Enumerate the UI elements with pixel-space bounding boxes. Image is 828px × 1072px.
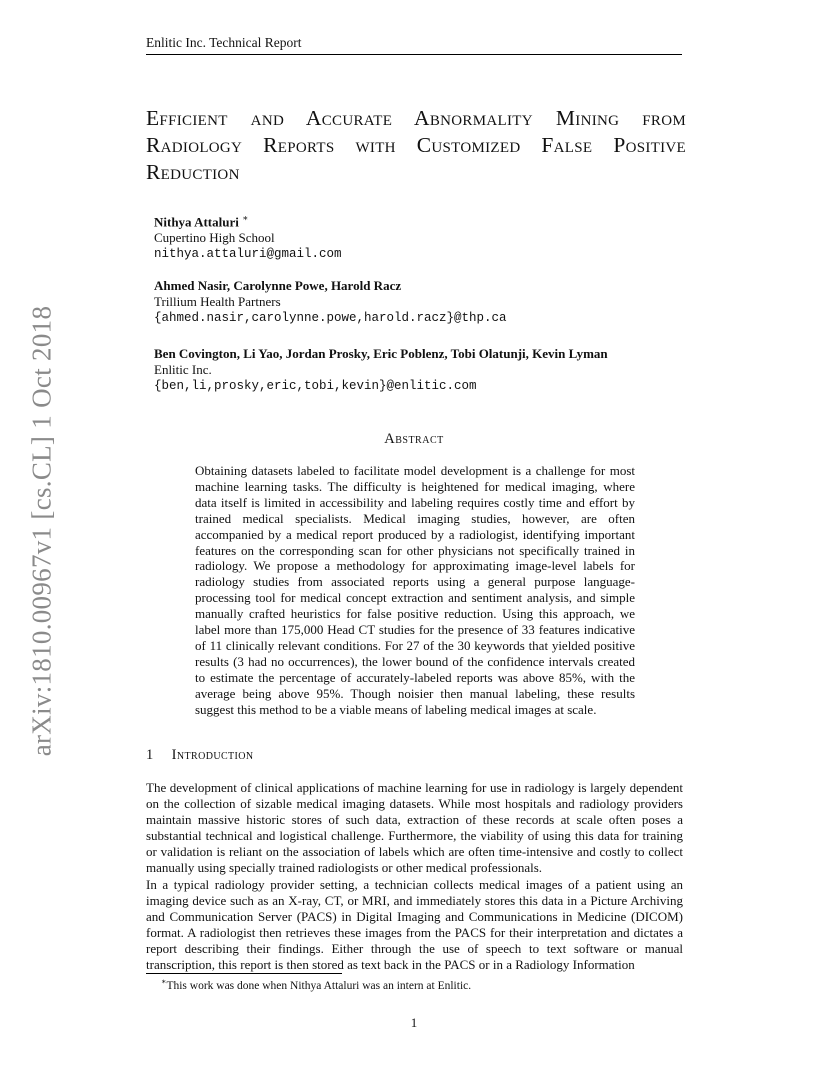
running-header: Enlitic Inc. Technical Report [146,35,682,55]
section-heading [146,747,254,764]
footnote-text: This work was done when Nithya Attaluri was an intern at Enlitic. [166,979,472,992]
paper-title: Efficient and Accurate Abnormality Mining from Radiology Reports with Customized False Positive Reduction [146,106,686,184]
section-title: Introduction [171,747,254,763]
author-affiliation: Enlitic Inc. [154,362,212,377]
author-email: {ahmed.nasir,carolynne.powe,harold.racz}@thp.ca [154,311,507,325]
author-block-1 [154,210,342,262]
author-email: nithya.attaluri@gmail.com [154,247,342,262]
intro-paragraph-2: In a typical radiology provider setting, a technician collects medical images of a patient using an imaging device such as an X-ray, CT, or MRI, and immediately stores this data in a Picture Archiving and Communication Server (PACS) in Digital Imaging and Communications in Medicine (DICOM) format. A radiologist then retrieves these images from the PACS for their interpretation and dictates a report describing their findings. Either through the use of speech to text software or manual transcription, this report is then stored as text back in the PACS or in a Radiology Information [146,877,683,972]
abstract-heading: Abstract [384,431,444,447]
section-number: 1 [146,747,154,763]
author-affiliation: Cupertino High School [154,230,275,246]
abstract-text: Obtaining datasets labeled to facilitate model development is a challenge for most machine learning tasks. The difficulty is heightened for medical imaging, where data itself is limited in accessibility and labeling requires costly time and effort by trained medical specialists. Medical imaging studies, however, are often accompanied by a medical report produced by a radiologist, identifying important features on the corresponding scan for other physicians not specifically trained in radiology. We propose a methodology for approximating image-level labels for radiology studies from associated reports using a general purpose language-processing tool for medical concept extraction and sentiment analysis, and simple manually crafted heuristics for false positive reduction. Using this approach, we label more than 175,000 Head CT studies for the presence of 33 features indicative of 11 clinically relevant conditions. For 27 of the 30 keywords that yielded positive results (3 had no occurrences), the lower bound of the confidence intervals created to estimate the percentage of accurately-labeled reports was above 85%, with the average being above 95%. Though noisier then manual labeling, these results suggest this method to be a viable means of labeling medical images at scale. [195,463,635,717]
author-names: Ben Covington, Li Yao, Jordan Prosky, Eric Poblenz, Tobi Olatunji, Kevin Lyman [154,346,608,361]
arxiv-stamp: arXiv:1810.00967v1 [cs.CL] 1 Oct 2018 [26,305,57,757]
author-block-2 [154,278,507,326]
footnote-mark: ∗ [161,977,167,986]
footnote-rule [146,973,342,974]
intro-paragraph-1: The development of clinical applications of machine learning for use in radiology is largely dependent on the collection of sizable medical imaging datasets. While most hospitals and radiology providers maintain massive historic stores of such data, extraction of these records at scale often poses a substantial technical and logistical challenge. Furthermore, the viability of using this data for training or validation is reliant on the association of labels which are often time-intensive and costly to collect manually using specially trained radiologists or other medical professionals. [146,780,683,875]
author-email: {ben,li,prosky,eric,tobi,kevin}@enlitic.com [154,379,477,393]
author-names: Nithya Attaluri ∗ [154,213,249,230]
author-block-3 [154,346,608,394]
page-number: 1 [410,1015,418,1030]
footnote [161,977,471,992]
author-names: Ahmed Nasir, Carolynne Powe, Harold Racz [154,278,402,293]
author-affiliation: Trillium Health Partners [154,294,281,309]
footnote-mark: ∗ [242,213,249,223]
